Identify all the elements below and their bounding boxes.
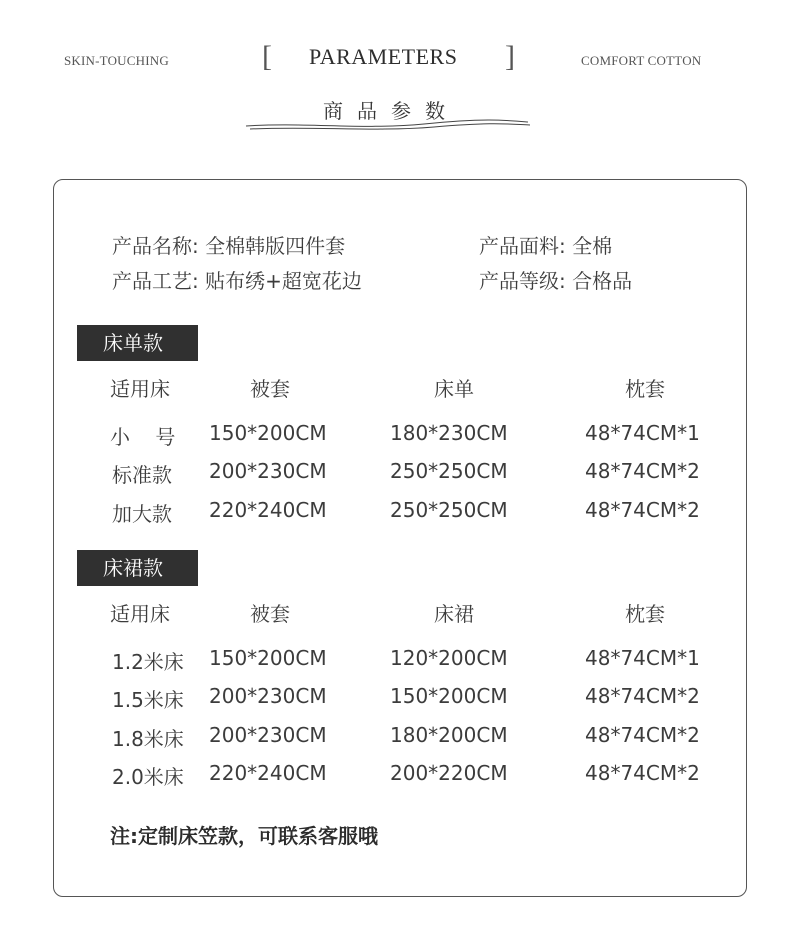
table-header-sheet: 床单 (434, 377, 474, 401)
cell-quilt: 150*200CM (209, 646, 327, 670)
cell-bed-size: 标准款 (112, 463, 172, 487)
product-name-value: 全棉韩版四件套 (205, 234, 346, 258)
cell-quilt: 220*240CM (209, 498, 327, 522)
cell-quilt: 200*230CM (209, 459, 327, 483)
cell-pillow: 48*74CM*2 (585, 459, 700, 483)
cell-bed-size: 小 号 (110, 425, 176, 449)
product-fabric-value: 全棉 (572, 234, 613, 258)
table-header-quilt: 被套 (250, 377, 290, 401)
cell-bed-size: 1.2米床 (112, 650, 184, 674)
custom-order-note: 注:定制床笠款，可联系客服哦 (110, 824, 378, 848)
page-subtitle: 商品参数 (323, 99, 459, 123)
product-name-label: 产品名称: (112, 234, 199, 258)
product-grade (479, 265, 632, 294)
cell-quilt: 220*240CM (209, 761, 327, 785)
product-fabric-label: 产品面料: (479, 234, 566, 258)
cell-bed-size: 加大款 (112, 502, 172, 526)
table-header-pillow: 枕套 (625, 602, 665, 626)
product-fabric (479, 230, 612, 259)
cell-bedskirt: 180*200CM (390, 723, 508, 747)
cell-bed-size: 1.5米床 (112, 688, 184, 712)
section-tag-sheet: 床单款 (77, 325, 198, 361)
decorative-swoosh (244, 116, 534, 136)
cell-pillow: 48*74CM*2 (585, 684, 700, 708)
cell-bedskirt: 200*220CM (390, 761, 508, 785)
product-name (112, 230, 345, 259)
product-grade-label: 产品等级: (479, 269, 566, 293)
header-bracket-open: [ (262, 40, 272, 73)
cell-bedskirt: 150*200CM (390, 684, 508, 708)
cell-quilt: 200*230CM (209, 684, 327, 708)
header-bracket-close: ] (505, 40, 515, 73)
cell-bed-size: 1.8米床 (112, 727, 184, 751)
section-tag-bedskirt: 床裙款 (77, 550, 198, 586)
cell-pillow: 48*74CM*2 (585, 498, 700, 522)
cell-sheet: 250*250CM (390, 498, 508, 522)
page-title: PARAMETERS (309, 44, 458, 69)
cell-sheet: 180*230CM (390, 421, 508, 445)
cell-quilt: 150*200CM (209, 421, 327, 445)
cell-pillow: 48*74CM*1 (585, 421, 700, 445)
table-header-bed: 适用床 (110, 602, 170, 626)
cell-pillow: 48*74CM*2 (585, 723, 700, 747)
cell-sheet: 250*250CM (390, 459, 508, 483)
product-craft (112, 265, 362, 294)
table-header-quilt: 被套 (250, 602, 290, 626)
table-header-bed: 适用床 (110, 377, 170, 401)
header-right-text: COMFORT COTTON (581, 53, 702, 68)
cell-bed-size: 2.0米床 (112, 765, 184, 789)
cell-quilt: 200*230CM (209, 723, 327, 747)
product-craft-value: 贴布绣+超宽花边 (205, 269, 362, 293)
cell-pillow: 48*74CM*1 (585, 646, 700, 670)
product-grade-value: 合格品 (572, 269, 633, 293)
cell-pillow: 48*74CM*2 (585, 761, 700, 785)
product-craft-label: 产品工艺: (112, 269, 199, 293)
header-left-text: SKIN-TOUCHING (64, 53, 169, 68)
cell-bedskirt: 120*200CM (390, 646, 508, 670)
table-header-bedskirt: 床裙 (434, 602, 474, 626)
table-header-pillow: 枕套 (625, 377, 665, 401)
